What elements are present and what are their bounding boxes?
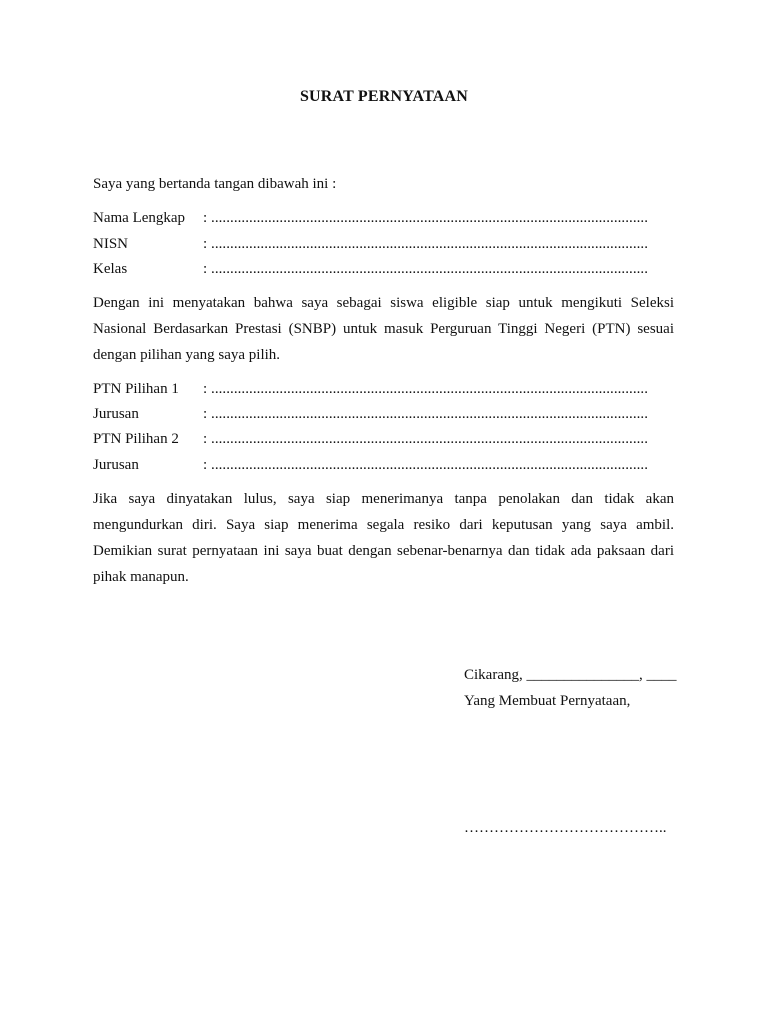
field-blank: : ................................................................................................................... — [203, 381, 649, 397]
field-row-ptn-pilihan-2 — [93, 431, 653, 451]
place-date-line: Cikarang, _______________, ____ — [464, 667, 677, 683]
intro-text: Saya yang bertanda tangan dibawah ini : — [93, 176, 337, 192]
signature-line: ………………………………….. — [464, 820, 667, 836]
field-blank: : ................................................................................................................... — [203, 236, 649, 252]
paragraph-line: Nasional Berdasarkan Prestasi (SNBP) untuk masuk Perguruan Tinggi Negeri (PTN) sesuai — [93, 321, 674, 337]
field-label: NISN — [93, 236, 129, 252]
paragraph-line: Demikian surat pernyataan ini saya buat dengan sebenar-benarnya dan tidak ada paksaan dari — [93, 543, 674, 559]
field-blank: : ................................................................................................................... — [203, 457, 649, 473]
field-row-ptn-pilihan-1 — [93, 381, 653, 401]
statement-paragraph — [93, 290, 674, 368]
field-label: Jurusan — [93, 457, 139, 473]
paragraph-line: dengan pilihan yang saya pilih. — [93, 347, 281, 363]
field-label: Kelas — [93, 261, 128, 277]
closing-paragraph — [93, 486, 674, 590]
field-label: Jurusan — [93, 406, 139, 422]
document-title: SURAT PERNYATAAN — [299, 88, 469, 105]
paragraph-line: Dengan ini menyatakan bahwa saya sebagai siswa eligible siap untuk mengikuti Seleksi — [93, 295, 674, 311]
field-blank: : ................................................................................................................... — [203, 431, 649, 447]
field-row-nisn — [93, 236, 653, 256]
field-row-jurusan-2 — [93, 457, 653, 477]
paragraph-line: mengundurkan diri. Saya siap menerima segala resiko dari keputusan yang saya ambil. — [93, 517, 674, 533]
field-row-nama-lengkap — [93, 210, 653, 230]
field-blank: : ................................................................................................................... — [203, 261, 649, 277]
field-blank: : ................................................................................................................... — [203, 406, 649, 422]
field-blank: : ................................................................................................................... — [203, 210, 649, 226]
field-row-kelas — [93, 261, 653, 281]
field-row-jurusan-1 — [93, 406, 653, 426]
field-label: PTN Pilihan 1 — [93, 381, 179, 397]
paragraph-line: pihak manapun. — [93, 569, 189, 585]
field-label: Nama Lengkap — [93, 210, 186, 226]
paragraph-line: Jika saya dinyatakan lulus, saya siap menerimanya tanpa penolakan dan tidak akan — [93, 491, 674, 507]
field-label: PTN Pilihan 2 — [93, 431, 179, 447]
signer-title: Yang Membuat Pernyataan, — [464, 693, 631, 709]
